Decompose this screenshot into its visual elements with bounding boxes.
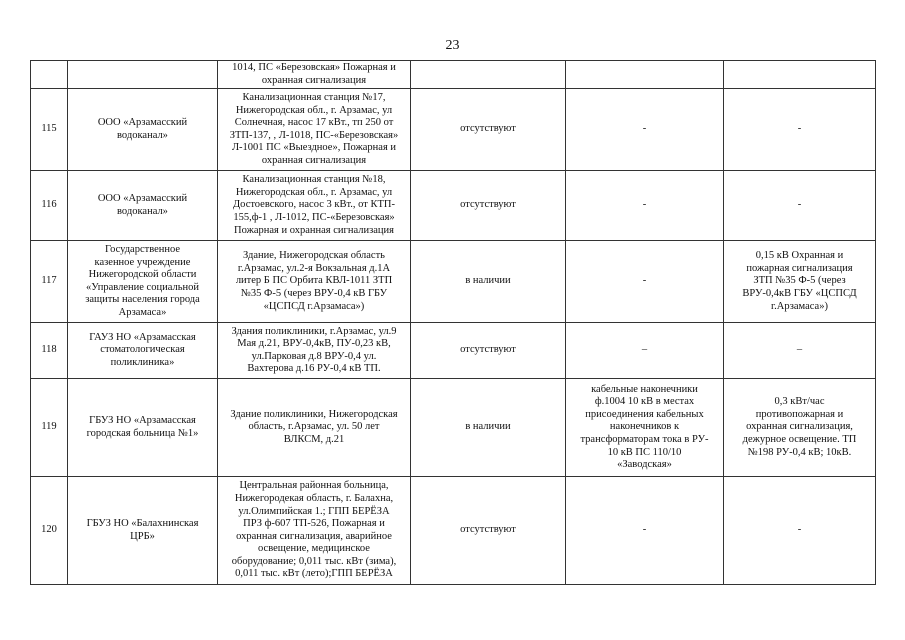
cell-text-line: противопожарная и — [755, 408, 844, 420]
cell-text-line: - — [642, 123, 647, 135]
cell-text-line: 0,15 кВ Охранная и — [755, 250, 844, 262]
cell-text-line: ООО «Арзамасский — [97, 117, 188, 129]
cell-text-line: ГБУЗ НО «Балахнинская — [86, 518, 199, 530]
notes-cell — [724, 241, 876, 323]
row-number-cell: 118 — [31, 323, 68, 379]
cell-text-line: охранная сигнализация — [261, 74, 367, 86]
cell-text-line: г.Арзамаса») — [771, 300, 828, 312]
cell-text-line: Здание, Нижегородская область — [243, 250, 385, 262]
cell-text-line: охранная сигнализация, — [746, 421, 853, 433]
cell-text-line: Мая д.21, ВРУ-0,4кВ, ПУ-0,23 кВ, — [237, 338, 391, 350]
cell-text-line: ЦРБ» — [130, 530, 155, 542]
organization-cell — [68, 241, 218, 323]
status-cell: в наличии — [411, 241, 566, 323]
cell-text-line: Нижегородекая область, г. Балахна, — [234, 492, 394, 504]
row-number-cell — [31, 61, 68, 89]
table-row — [31, 89, 876, 171]
object-description-cell — [218, 323, 411, 379]
object-description-cell — [218, 171, 411, 241]
cell-text-line: 0,011 тыс. кВт (лето);ГПП БЕРЁЗА — [235, 568, 393, 580]
row-number-cell: 117 — [31, 241, 68, 323]
cell-text-line: Пожарная и охранная сигнализация — [234, 224, 394, 236]
cell-text-line: - — [642, 275, 647, 287]
organization-cell — [68, 171, 218, 241]
equipment-cell — [566, 477, 724, 585]
row-number-cell: 119 — [31, 379, 68, 477]
row-number-cell: 116 — [31, 171, 68, 241]
cell-text-line: присоединения кабельных — [585, 408, 704, 420]
cell-text-line: казенное учреждение — [94, 256, 191, 268]
notes-cell — [724, 477, 876, 585]
cell-text-line: Арзамаса» — [118, 306, 167, 318]
object-description-cell — [218, 379, 411, 477]
cell-text-line: Достоевского, насос 3 кВт., от КТП- — [233, 199, 395, 211]
cell-text-line: – — [641, 344, 648, 356]
equipment-cell — [566, 323, 724, 379]
cell-text-line: наконечников к — [609, 421, 680, 433]
cell-text-line: кабельные наконечники — [591, 383, 698, 395]
notes-cell — [724, 89, 876, 171]
notes-cell — [724, 171, 876, 241]
equipment-cell — [566, 89, 724, 171]
cell-text-line: Вахтерова д.16 РУ-0,4 кВ ТП. — [247, 363, 381, 375]
energy-objects-table — [30, 60, 876, 585]
cell-text-line: ООО «Арзамасский — [97, 193, 188, 205]
cell-text-line: пожарная сигнализация — [746, 262, 853, 274]
cell-text-line: - — [797, 524, 802, 536]
cell-text-line: защиты населения города — [85, 294, 200, 306]
cell-text-line: ГБУЗ НО «Арзамасская — [89, 415, 196, 427]
notes-cell — [724, 379, 876, 477]
cell-text-line: освещение, медицинское — [258, 543, 370, 555]
equipment-cell — [566, 241, 724, 323]
cell-text-line: ул.Парковая д.8 ВРУ-0,4 ул. — [251, 350, 377, 362]
cell-text-line: №198 РУ-0,4 кВ; 10кВ. — [747, 446, 852, 458]
cell-text-line: Канализационная станция №17, — [242, 91, 386, 103]
notes-cell — [724, 323, 876, 379]
cell-text-line: Нижегородская обл., г. Арзамас, ул — [235, 186, 393, 198]
cell-text-line: охранная сигнализация, аварийное — [236, 530, 392, 542]
cell-text-line: «Заводская» — [617, 459, 672, 471]
cell-text-line: - — [797, 123, 802, 135]
object-description-cell — [218, 61, 411, 89]
cell-text-line: «Управление социальной — [86, 281, 199, 293]
cell-text-line: 155,ф-1 , Л-1012, ПС-«Березовская» — [233, 211, 395, 223]
table-row — [31, 241, 876, 323]
cell-text-line: городская больница №1» — [86, 427, 199, 439]
cell-text-line: Солнечная, насос 17 кВт., тп 250 от — [234, 117, 394, 129]
cell-text-line: ВЛКСМ, д.21 — [283, 433, 345, 445]
cell-text-line: 1014, ПС «Березовская» Пожарная и — [232, 62, 396, 73]
equipment-cell — [566, 171, 724, 241]
table-body — [31, 61, 876, 585]
cell-text-line: дежурное освещение. ТП — [742, 433, 857, 445]
status-cell: отсутствуют — [411, 323, 566, 379]
cell-text-line: Государственное — [104, 243, 181, 255]
organization-cell — [68, 379, 218, 477]
cell-text-line: ЗТП-137, , Л-1018, ПС-«Березовская» — [229, 129, 399, 141]
cell-text-line: водоканал» — [117, 205, 168, 217]
cell-text-line: «ЦСПСД г.Арзамаса») — [263, 300, 365, 312]
cell-text-line: ЗТП №35 Ф-5 (через — [753, 275, 846, 287]
cell-text-line: - — [642, 199, 647, 211]
cell-text-line: Здания поликлиники, г.Арзамас, ул.9 — [231, 325, 397, 337]
cell-text-line: 0,3 кВт/час — [774, 396, 825, 408]
cell-text-line: ПРЗ ф-607 ТП-526, Пожарная и — [243, 518, 385, 530]
cell-text-line: Л-1001 ПС «Выездное», Пожарная и — [231, 142, 397, 154]
cell-text-line: 10 кВ ПС 110/10 — [607, 446, 682, 458]
cell-text-line: поликлиника» — [110, 356, 175, 368]
cell-text-line: ВРУ-0,4кВ ГБУ «ЦСПСД — [742, 287, 857, 299]
organization-cell — [68, 61, 218, 89]
object-description-cell — [218, 477, 411, 585]
cell-text-line: водоканал» — [117, 129, 168, 141]
cell-text-line: Центральная районная больница, — [239, 480, 389, 492]
cell-text-line: г.Арзамас, ул.2-я Вокзальная д.1А — [237, 262, 391, 274]
cell-text-line: охранная сигнализация — [261, 154, 367, 166]
table-row — [31, 323, 876, 379]
cell-text-line: трансформаторам тока в РУ- — [580, 433, 709, 445]
cell-text-line: литер Б ПС Орбита КВЛ-1011 ЗТП — [235, 275, 393, 287]
cell-text-line: Нижегородская обл., г. Арзамас, ул — [235, 104, 393, 116]
organization-cell — [68, 89, 218, 171]
cell-text-line: Нижегородской области — [88, 269, 197, 281]
cell-text-line: – — [796, 344, 803, 356]
status-cell: отсутствуют — [411, 89, 566, 171]
cell-text-line: область, г.Арзамас, ул. 50 лет — [248, 421, 380, 433]
status-cell: в наличии — [411, 379, 566, 477]
notes-cell — [724, 61, 876, 89]
equipment-cell — [566, 379, 724, 477]
organization-cell — [68, 323, 218, 379]
status-cell: отсутствуют — [411, 171, 566, 241]
table-row — [31, 61, 876, 89]
cell-text-line: ул.Олимпийская 1.; ГПП БЕРЁЗА — [238, 505, 390, 517]
table-row — [31, 477, 876, 585]
cell-text-line: Канализационная станция №18, — [242, 174, 386, 186]
status-cell: отсутствуют — [411, 477, 566, 585]
cell-text-line: оборудование; 0,011 тыс. кВт (зима), — [231, 555, 397, 567]
table-row — [31, 379, 876, 477]
organization-cell — [68, 477, 218, 585]
cell-text-line: Здание поликлиники, Нижегородская — [230, 408, 398, 420]
cell-text-line: стоматологическая — [100, 344, 185, 356]
cell-text-line: - — [797, 199, 802, 211]
cell-text-line: - — [642, 524, 647, 536]
cell-text-line: №35 Ф-5 (через ВРУ-0,4 кВ ГБУ — [240, 287, 388, 299]
equipment-cell — [566, 61, 724, 89]
row-number-cell: 120 — [31, 477, 68, 585]
status-cell — [411, 61, 566, 89]
object-description-cell — [218, 89, 411, 171]
page-number: 23 — [445, 38, 460, 53]
cell-text-line: ГАУЗ НО «Арзамасская — [89, 331, 196, 343]
row-number-cell: 115 — [31, 89, 68, 171]
table-row — [31, 171, 876, 241]
object-description-cell — [218, 241, 411, 323]
cell-text-line: ф.1004 10 кВ в местах — [594, 396, 695, 408]
